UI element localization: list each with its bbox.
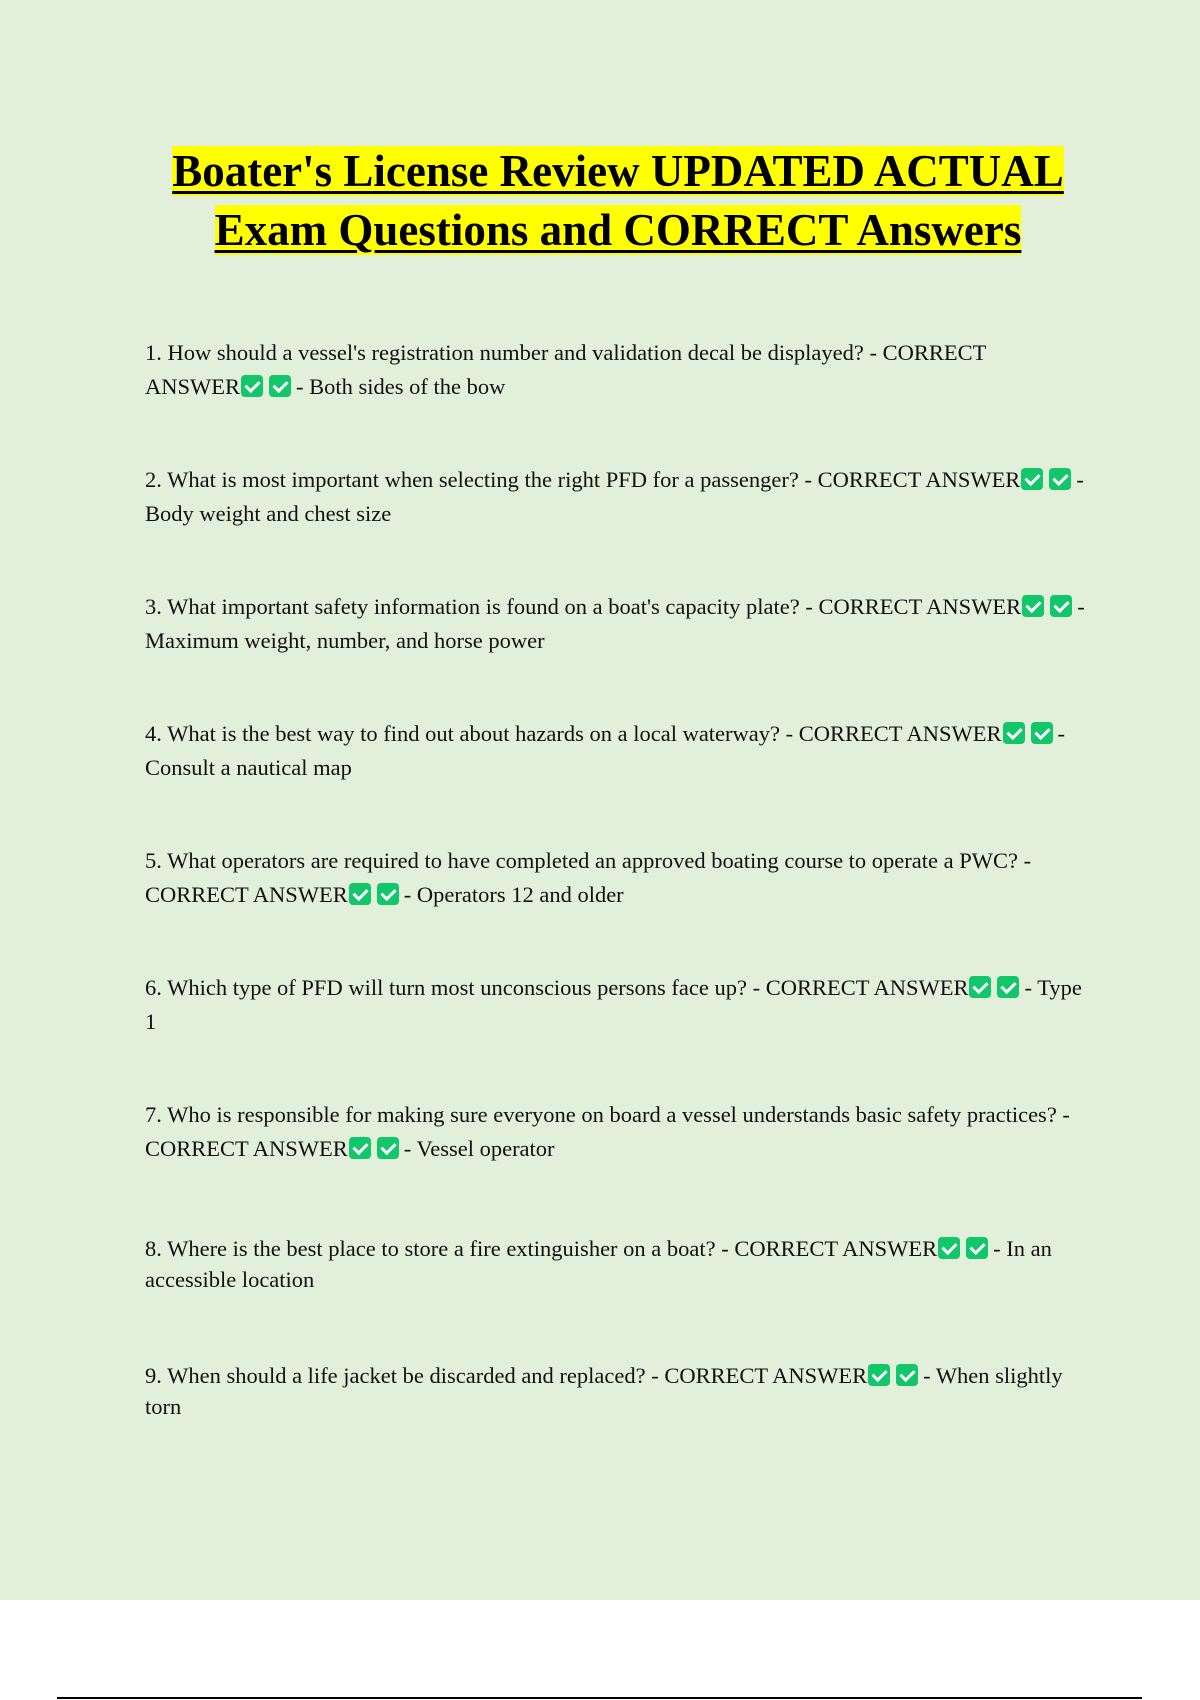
- document-title: [145, 142, 1091, 260]
- checkmark-icon: [969, 976, 991, 998]
- qa-item-7: [145, 1098, 1085, 1166]
- question-text: 9. When should a life jacket be discarded and replaced? - CORRECT ANSWER: [145, 1363, 868, 1388]
- qa-item-8: [145, 1233, 1085, 1295]
- qa-item-6: [145, 971, 1085, 1039]
- qa-item-2: [145, 463, 1085, 531]
- answer-text: - Vessel operator: [403, 1136, 555, 1161]
- question-text: 5. What operators are required to have completed an approved boating course to operate a PWC? - CORRECT ANSWER: [145, 848, 1032, 907]
- document-title-text: Boater's License Review UPDATED ACTUAL Exam Questions and CORRECT Answers: [172, 146, 1064, 255]
- checkmark-icon: [1031, 722, 1053, 744]
- question-text: 8. Where is the best place to store a fire extinguisher on a boat? - CORRECT ANSWER: [145, 1236, 938, 1261]
- checkmark-icon: [896, 1364, 918, 1386]
- checkmark-icon: [349, 883, 371, 905]
- answer-text: - When slightly torn: [145, 1363, 1063, 1419]
- checkmark-icon: [966, 1237, 988, 1259]
- page-divider: [57, 1697, 1142, 1699]
- qa-item-1: [145, 336, 1085, 404]
- question-text: 1. How should a vessel's registration number and validation decal be displayed? - CORRECT ANSWER: [145, 340, 986, 399]
- checkmark-icon: [241, 375, 263, 397]
- checkmark-icon: [938, 1237, 960, 1259]
- qa-item-4: [145, 717, 1085, 785]
- checkmark-icon: [1049, 468, 1071, 490]
- qa-item-3: [145, 590, 1085, 658]
- answer-text: - Maximum weight, number, and horse power: [145, 594, 1085, 653]
- checkmark-icon: [997, 976, 1019, 998]
- checkmark-icon: [1003, 722, 1025, 744]
- answer-text: - Both sides of the bow: [296, 374, 506, 399]
- answer-text: - In an accessible location: [145, 1236, 1052, 1292]
- checkmark-icon: [377, 883, 399, 905]
- question-text: 2. What is most important when selecting the right PFD for a passenger? - CORRECT ANSWER: [145, 467, 1021, 492]
- answer-text: - Operators 12 and older: [403, 882, 624, 907]
- qa-item-9: [145, 1360, 1085, 1422]
- checkmark-icon: [1021, 468, 1043, 490]
- checkmark-icon: [1050, 595, 1072, 617]
- checkmark-icon: [1022, 595, 1044, 617]
- checkmark-icon: [377, 1137, 399, 1159]
- question-text: 4. What is the best way to find out about hazards on a local waterway? - CORRECT ANSWER: [145, 721, 1002, 746]
- checkmark-icon: [868, 1364, 890, 1386]
- checkmark-icon: [349, 1137, 371, 1159]
- question-text: 7. Who is responsible for making sure everyone on board a vessel understands basic safety practices? - CORRECT ANSWER: [145, 1102, 1070, 1161]
- checkmark-icon: [269, 375, 291, 397]
- answer-text: - Body weight and chest size: [145, 467, 1084, 526]
- question-text: 6. Which type of PFD will turn most unconscious persons face up? - CORRECT ANSWER: [145, 975, 969, 1000]
- answer-text: - Consult a nautical map: [145, 721, 1065, 780]
- answer-text: - Type 1: [145, 975, 1082, 1034]
- question-text: 3. What important safety information is found on a boat's capacity plate? - CORRECT ANSWER: [145, 594, 1022, 619]
- qa-item-5: [145, 844, 1085, 912]
